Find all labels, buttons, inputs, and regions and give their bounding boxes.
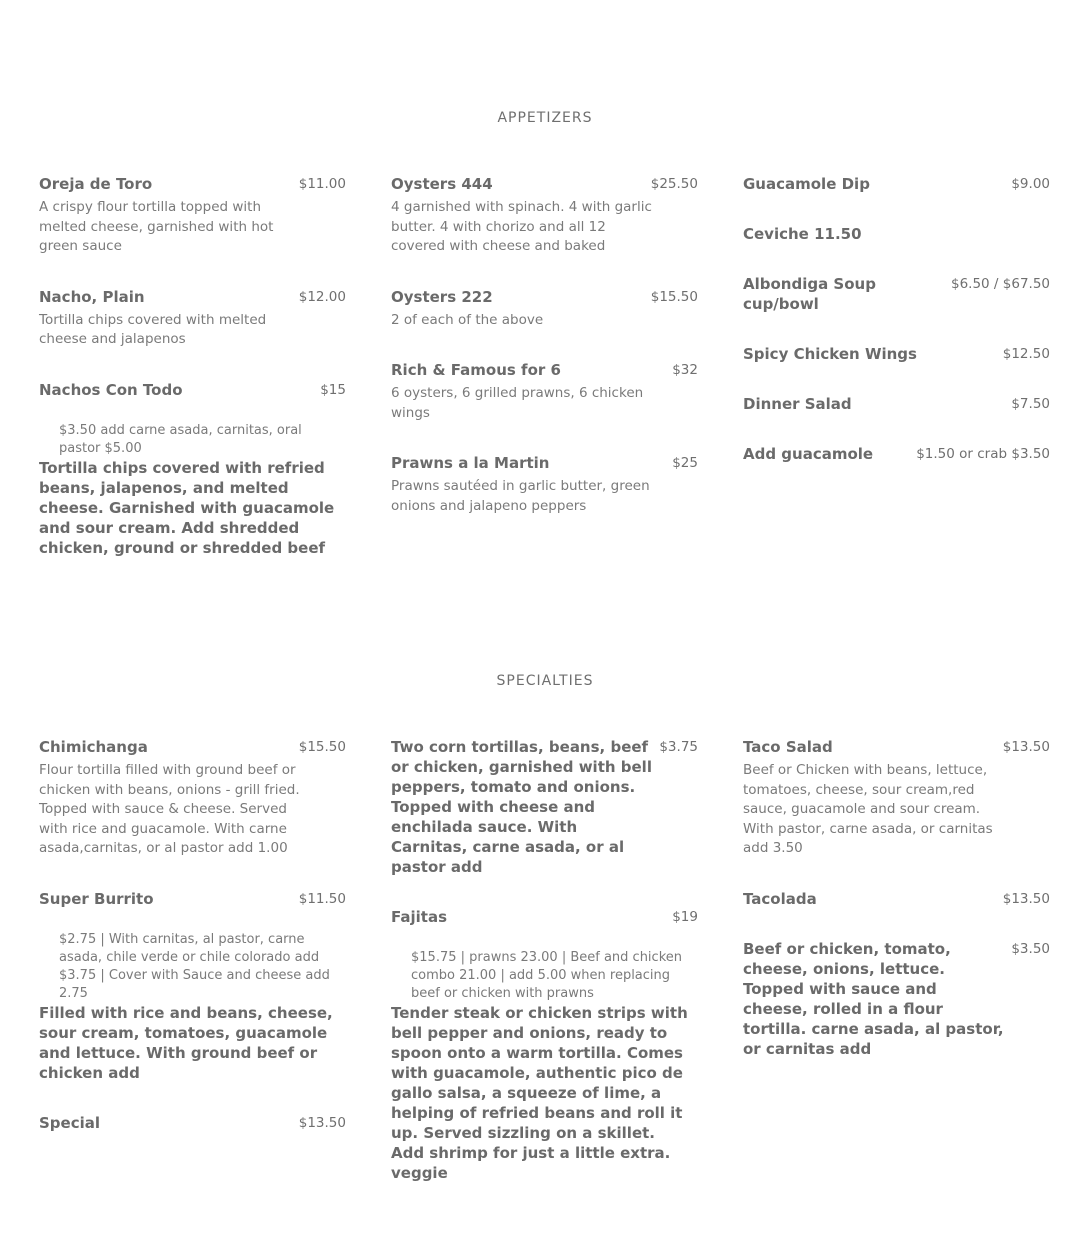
menu-item bbox=[391, 453, 698, 516]
item-name: Rich & Famous for 6 bbox=[391, 361, 561, 379]
menu-item bbox=[743, 174, 1050, 194]
menu-item bbox=[391, 737, 698, 877]
section-title-appetizers: APPETIZERS bbox=[497, 110, 593, 126]
menu-item bbox=[743, 889, 1050, 909]
menu-item bbox=[743, 394, 1050, 414]
item-description: A crispy flour tortilla topped with melted cheese, garnished with hot green sauce bbox=[39, 199, 274, 254]
item-price: $13.50 bbox=[298, 1114, 346, 1131]
item-price: $13.50 bbox=[1002, 890, 1050, 907]
menu-item bbox=[743, 939, 1050, 1059]
appetizers-column-3 bbox=[743, 174, 1050, 494]
section-title-specialties: SPECIALTIES bbox=[496, 673, 594, 689]
menu-item bbox=[39, 380, 346, 558]
item-name: Oysters 222 bbox=[391, 287, 493, 306]
item-name: Chimichanga bbox=[39, 738, 148, 756]
item-name: Nacho, Plain bbox=[39, 287, 145, 306]
item-name: Guacamole Dip bbox=[743, 175, 870, 193]
item-price: $25.50 bbox=[650, 176, 698, 192]
item-name: Super Burrito bbox=[39, 889, 154, 908]
item-price: $11.50 bbox=[298, 890, 346, 907]
item-addon: $2.75 | With carnitas, al pastor, carne asada, chile verde or chile colorado add $3.75 | Cover with Sauce and cheese add 2.75 bbox=[59, 931, 330, 1001]
menu-item bbox=[391, 907, 698, 1183]
item-name: Ceviche 11.50 bbox=[743, 225, 862, 243]
appetizers-column-2 bbox=[391, 174, 698, 546]
item-addon: $15.75 | prawns 23.00 | Beef and chicken combo 21.00 | add 5.00 when replacing beef or chicken with prawns bbox=[411, 950, 682, 1001]
item-description: Flour tortilla filled with ground beef or chicken with beans, onions - grill fried. Topped with sauce & cheese. Served with rice and guacamole. With carne asada,carnitas, or al pastor add 1.00 bbox=[39, 762, 300, 856]
menu-item bbox=[743, 344, 1050, 364]
item-description: Tortilla chips covered with refried beans, jalapenos, and melted cheese. Garnished with guacamole and sour cream. Add shredded chicken, ground or shredded beef bbox=[39, 458, 335, 557]
item-description: Tortilla chips covered with melted cheese and jalapenos bbox=[39, 311, 267, 347]
item-price: $15.50 bbox=[650, 288, 698, 305]
item-name: Special bbox=[39, 1113, 101, 1132]
item-name: Add guacamole bbox=[743, 445, 874, 463]
item-description: Filled with rice and beans, cheese, sour cream, tomatoes, guacamole and lettuce. With ground beef or chicken add bbox=[39, 1003, 333, 1082]
item-price: $32 bbox=[672, 362, 698, 378]
item-name: Nachos Con Todo bbox=[39, 380, 183, 399]
menu-item bbox=[39, 737, 346, 859]
menu-item bbox=[391, 174, 698, 257]
item-name: Two corn tortillas, beans, beef or chicken, garnished with bell peppers, tomato and onions. Topped with cheese and enchilada sauce. With Carnitas, carne asada, or al pastor add bbox=[391, 738, 652, 876]
item-name: Fajitas bbox=[391, 908, 447, 926]
item-price: $19 bbox=[672, 909, 698, 925]
item-description: 2 of each of the above bbox=[391, 311, 544, 328]
menu-item bbox=[391, 360, 698, 423]
item-price: $1.50 or crab $3.50 bbox=[916, 446, 1050, 462]
appetizers-column-1 bbox=[39, 174, 346, 588]
item-addon: $3.50 add carne asada, carnitas, oral pastor $5.00 bbox=[59, 422, 302, 456]
menu-item bbox=[743, 737, 1050, 859]
menu-item bbox=[391, 287, 698, 331]
item-price: $15 bbox=[320, 381, 346, 398]
item-description: Prawns sautéed in garlic butter, green onions and jalapeno peppers bbox=[391, 478, 650, 514]
menu-item bbox=[39, 889, 346, 1083]
item-description: 4 garnished with spinach. 4 with garlic butter. 4 with chorizo and all 12 covered with cheese and baked bbox=[391, 199, 652, 254]
item-price: $12.50 bbox=[1002, 346, 1050, 362]
item-price: $3.50 bbox=[1011, 940, 1050, 957]
item-name: Albondiga Soup cup/bowl bbox=[743, 275, 876, 313]
item-name: Prawns a la Martin bbox=[391, 454, 550, 472]
item-name: Oysters 444 bbox=[391, 175, 493, 193]
menu-item bbox=[39, 1113, 346, 1133]
menu-item bbox=[743, 274, 1050, 314]
specialties-column-1 bbox=[39, 737, 346, 1163]
item-name: Taco Salad bbox=[743, 738, 833, 756]
item-price: $6.50 / $67.50 bbox=[950, 276, 1050, 292]
menu-item bbox=[743, 444, 1050, 464]
specialties-column-3 bbox=[743, 737, 1050, 1089]
item-price: $25 bbox=[672, 455, 698, 471]
item-name: Spicy Chicken Wings bbox=[743, 345, 917, 363]
item-name: Beef or chicken, tomato, cheese, onions, lettuce. Topped with sauce and cheese, rolled in a flour tortilla. carne asada, al pastor, or carnitas add bbox=[743, 939, 1004, 1058]
item-name: Dinner Salad bbox=[743, 395, 852, 413]
item-price: $9.00 bbox=[1011, 176, 1050, 192]
item-name: Tacolada bbox=[743, 889, 817, 908]
item-price: $7.50 bbox=[1011, 396, 1050, 412]
item-price: $15.50 bbox=[298, 739, 346, 755]
item-description: 6 oysters, 6 grilled prawns, 6 chicken wings bbox=[391, 385, 644, 421]
item-description: Beef or Chicken with beans, lettuce, tomatoes, cheese, sour cream,red sauce, guacamole and sour cream. With pastor, carne asada, or carnitas add 3.50 bbox=[743, 762, 993, 856]
specialties-column-2 bbox=[391, 737, 698, 1213]
item-name: Oreja de Toro bbox=[39, 175, 153, 193]
item-price: $12.00 bbox=[298, 288, 346, 305]
item-price: $11.00 bbox=[298, 176, 346, 192]
menu-item bbox=[743, 224, 1050, 244]
item-price: $13.50 bbox=[1002, 739, 1050, 755]
item-description: Tender steak or chicken strips with bell pepper and onions, ready to spoon onto a warm tortilla. Comes with guacamole, authentic pico de gallo salsa, a squeeze of lime, a helping of refried beans and roll it up. Served sizzling on a skillet. Add shrimp for just a little extra. veggie bbox=[391, 1004, 688, 1182]
item-price: $3.75 bbox=[659, 739, 698, 755]
menu-item bbox=[39, 174, 346, 257]
menu-item bbox=[39, 287, 346, 350]
